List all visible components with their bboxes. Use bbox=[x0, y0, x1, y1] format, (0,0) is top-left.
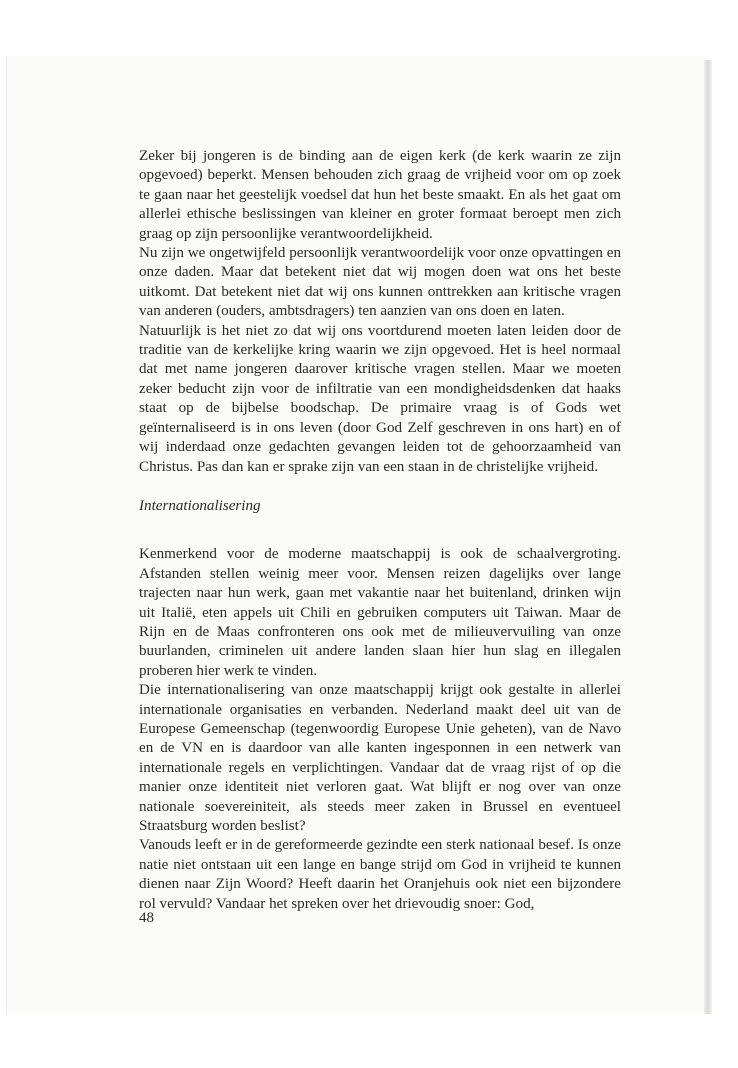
paragraph: Nu zijn we ongetwijfeld persoonlijk verantwoordelijk voor onze opvattingen en onze daden. Maar dat betekent niet dat wij mogen doen wat ons het beste uitkomt. Dat betekent niet dat wij ons kunnen onttrekken aan kritische vragen van anderen (ouders, ambtsdragers) ten aanzien van ons doen en laten. bbox=[139, 245, 621, 320]
paragraph: Kenmerkend voor de moderne maatschappij is ook de schaalvergroting. Afstanden stellen weinig meer voor. Mensen reizen dagelijks over lange trajecten naar hun werk, gaan met vakantie naar het buitenland, drinken wijn uit Italië, eten appels uit Chili en gebruiken computers uit Taiwan. Maar de Rijn en de Maas confronteren ons ook met de milieuvervuiling van onze buurlanden, criminelen uit andere landen slaan hier hun slag en illegalen proberen hier werk te vinden. bbox=[139, 546, 621, 679]
page-spine-shadow bbox=[704, 60, 712, 1014]
body-text bbox=[139, 147, 621, 914]
paragraph: Natuurlijk is het niet zo dat wij ons voortdurend moeten laten leiden door de traditie van de kerkelijke kring waarin we zijn opgevoed. Het is heel normaal dat met name jongeren daarover kritische vragen stellen. Maar we moeten zeker beducht zijn voor de infiltratie van een mondigheidsdenken dat haaks staat op de bijbelse boodschap. De primaire vraag is of Gods wet geïnternaliseerd is in ons leven (door God Zelf geschreven in ons hart) en of wij inderdaad onze gedachten gevangen leiden tot de gehoorzaamheid van Christus. Pas dan kan er sprake zijn van een staan in de christelijke vrijheid. bbox=[139, 322, 621, 475]
paragraph: Zeker bij jongeren is de binding aan de eigen kerk (de kerk waarin ze zijn opgevoed) beperkt. Mensen behouden zich graag de vrijheid voor om op zoek te gaan naar het geestelijk voedsel dat hun het beste smaakt. En als het gaat om allerlei ethische beslissingen van kleiner en groter formaat beroept men zich graag op zijn persoonlijke verantwoordelijkheid. bbox=[139, 148, 621, 242]
paragraph: Die internationalisering van onze maatschappij krijgt ook gestalte in allerlei internationale organisaties en verbanden. Nederland maakt deel uit van de Europese Gemeenschap (tegenwoordig Europese Unie geheten), van de Navo en de VN en is daardoor van alle kanten ingesponnen in een netwerk van internationale regels en verplichtingen. Vandaar dat de vraag rijst of op die manier onze identiteit niet verloren gaat. Wat blijft er nog over van onze nationale soevereiniteit, als steeds meer zaken in Brussel en eventueel Straatsburg worden beslist? bbox=[139, 682, 621, 834]
scan-margin bbox=[0, 0, 738, 52]
paragraph: Vanouds leeft er in de gereformeerde gezindte een sterk nationaal besef. Is onze natie niet ontstaan uit een lange en bange strijd om God in vrijheid te kunnen dienen naar Zijn Woord? Heeft daarin het Oranjehuis ook niet een bijzondere rol vervuld? Vandaar het spreken over het drievoudig snoer: God, bbox=[139, 837, 621, 912]
page-number: 48 bbox=[139, 910, 154, 926]
section-heading: Internationalisering bbox=[139, 497, 261, 514]
